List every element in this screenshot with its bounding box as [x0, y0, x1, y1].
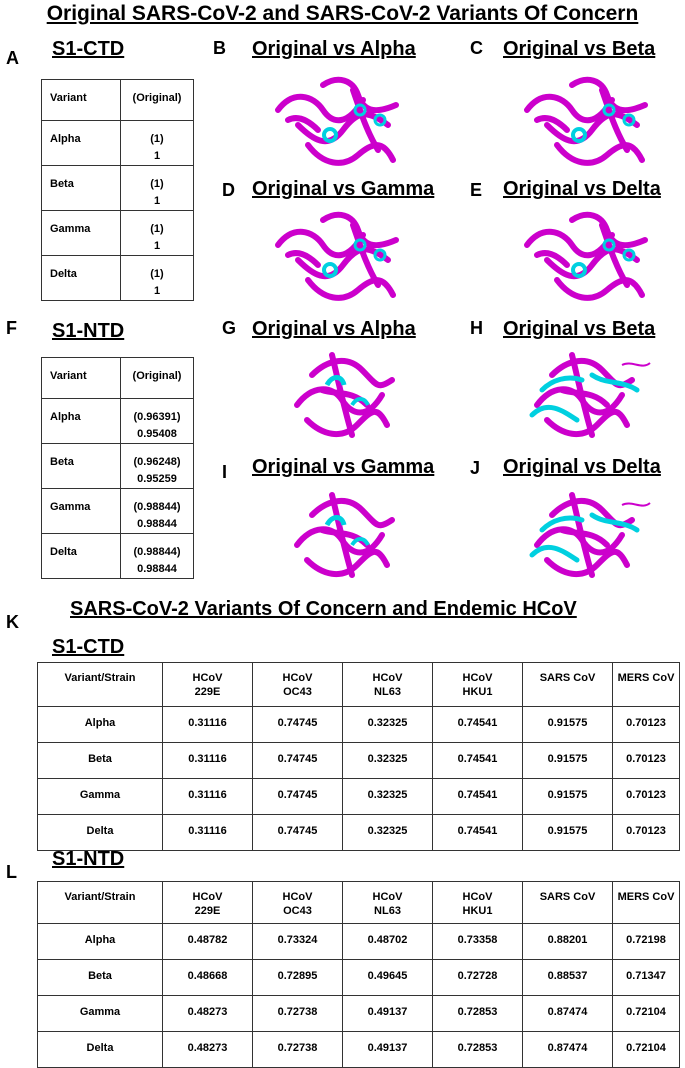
variant-cell: Alpha [42, 399, 121, 444]
loop-strand [622, 503, 650, 506]
ribbon-strand [557, 145, 642, 163]
header-cell: Variant/Strain [38, 882, 163, 924]
panel-label-d: D [222, 180, 235, 200]
value-paren: (0.96391) [133, 411, 181, 423]
header-cell: (Original) [121, 358, 194, 399]
table-cell: 0.48782 [163, 924, 253, 960]
table-cell: 0.72738 [253, 1032, 343, 1068]
row-header: Delta [38, 815, 163, 851]
table-cell: 0.91575 [523, 707, 613, 743]
panel-label-g: G [222, 318, 237, 338]
header-cell: MERS CoV [613, 882, 680, 924]
table-row [42, 444, 194, 489]
ribbon-strand [557, 280, 642, 298]
table-cell: 0.74745 [253, 707, 343, 743]
panel-k-subtitle: S1-CTD [52, 636, 125, 658]
table-cell: 0.70123 [613, 779, 680, 815]
header-cell: HCoV NL63 [343, 882, 433, 924]
value-paren: (0.98844) [133, 546, 181, 558]
value-main: 1 [153, 195, 161, 207]
variant-cell: Delta [42, 534, 121, 579]
ribbon-strand [308, 280, 393, 298]
ribbon-strand-cyan [532, 407, 577, 420]
table-cell: 0.32325 [343, 779, 433, 815]
helix-cyan [324, 129, 336, 141]
value-cell [121, 534, 194, 579]
header-cell: SARS CoV [523, 663, 613, 707]
panel-g-title: Original vs Alpha [252, 318, 416, 340]
table-cell: 0.72198 [613, 924, 680, 960]
value-main: 1 [153, 285, 161, 297]
table-cell: 0.91575 [523, 815, 613, 851]
table-row [42, 166, 194, 211]
value-main: 0.95259 [137, 473, 177, 485]
value-main: 0.98844 [137, 518, 177, 530]
protein-structure-i [282, 485, 402, 585]
table-cell: 0.48668 [163, 960, 253, 996]
value-paren: (1) [150, 133, 164, 145]
table-cell: 0.74541 [433, 779, 523, 815]
table-cell: 0.72853 [433, 1032, 523, 1068]
table-cell: 0.74745 [253, 779, 343, 815]
header-cell: HCoV 229E [163, 882, 253, 924]
header-cell: HCoV HKU1 [433, 882, 523, 924]
helix-cyan [573, 129, 585, 141]
table-cell: 0.32325 [343, 815, 433, 851]
panel-f-subtitle: S1-NTD [52, 320, 125, 342]
panel-h-title: Original vs Beta [503, 318, 656, 340]
header-cell: MERS CoV [613, 663, 680, 707]
panel-l-table [37, 881, 680, 1068]
value-cell [121, 489, 194, 534]
panel-j-title: Original vs Delta [503, 456, 661, 478]
protein-structure-d [268, 205, 408, 305]
table-cell: 0.70123 [613, 743, 680, 779]
table-cell: 0.72895 [253, 960, 343, 996]
table-cell: 0.71347 [613, 960, 680, 996]
table-row [42, 121, 194, 166]
table-cell: 0.70123 [613, 815, 680, 851]
table-row [42, 211, 194, 256]
panel-label-i: I [222, 462, 228, 482]
table-cell: 0.74541 [433, 743, 523, 779]
table-cell: 0.31116 [163, 815, 253, 851]
row-header: Alpha [38, 707, 163, 743]
panel-f-table [41, 357, 194, 579]
helix-cyan [324, 264, 336, 276]
table-row [38, 996, 680, 1032]
table-cell: 0.72738 [253, 996, 343, 1032]
panel-i-title: Original vs Gamma [252, 456, 435, 478]
table-row [38, 924, 680, 960]
row-header: Gamma [38, 996, 163, 1032]
table-row [38, 815, 680, 851]
header-cell: HCoV OC43 [253, 663, 343, 707]
value-main: 1 [153, 150, 161, 162]
row-header: Beta [38, 960, 163, 996]
header-cell: (Original) [121, 80, 194, 121]
row-header: Beta [38, 743, 163, 779]
table-cell: 0.49137 [343, 1032, 433, 1068]
panel-label-f: F [6, 318, 17, 338]
header-cell: HCoV NL63 [343, 663, 433, 707]
ribbon-strand [312, 361, 392, 385]
ribbon-strand [308, 145, 393, 163]
variant-cell: Gamma [42, 211, 121, 256]
panel-l-subtitle: S1-NTD [52, 848, 125, 870]
table-cell: 0.48273 [163, 1032, 253, 1068]
table-header-row [42, 358, 194, 399]
value-paren: (1) [150, 223, 164, 235]
panel-label-c: C [470, 38, 483, 58]
value-paren: (0.98844) [133, 501, 181, 513]
value-cell [121, 444, 194, 489]
panel-label-a: A [6, 48, 19, 68]
table-cell: 0.48273 [163, 996, 253, 1032]
table-header-row [42, 80, 194, 121]
table-cell: 0.72104 [613, 996, 680, 1032]
panel-b-title: Original vs Alpha [252, 38, 416, 60]
table-cell: 0.74745 [253, 815, 343, 851]
table-header-row [38, 882, 680, 924]
table-cell: 0.49137 [343, 996, 433, 1032]
table-row [38, 1032, 680, 1068]
table-cell: 0.48702 [343, 924, 433, 960]
header-cell: Variant [42, 80, 121, 121]
value-paren: (1) [150, 268, 164, 280]
table-row [38, 960, 680, 996]
table-row [42, 256, 194, 301]
protein-structure-j [522, 485, 662, 585]
table-cell: 0.72104 [613, 1032, 680, 1068]
panel-label-e: E [470, 180, 483, 200]
table-cell: 0.32325 [343, 707, 433, 743]
table-cell: 0.72853 [433, 996, 523, 1032]
table-cell: 0.31116 [163, 707, 253, 743]
variant-cell: Delta [42, 256, 121, 301]
table-cell: 0.87474 [523, 996, 613, 1032]
value-cell [121, 399, 194, 444]
panel-a-subtitle: S1-CTD [52, 38, 125, 60]
panel-c-title: Original vs Beta [503, 38, 656, 60]
protein-structure-c [517, 70, 657, 170]
table-row [42, 534, 194, 579]
panel-label-h: H [470, 318, 483, 338]
protein-structure-g [282, 345, 402, 445]
table-cell: 0.49645 [343, 960, 433, 996]
value-cell [121, 166, 194, 211]
value-main: 0.98844 [137, 563, 177, 575]
row-header: Delta [38, 1032, 163, 1068]
table-cell: 0.31116 [163, 779, 253, 815]
protein-structure-h [522, 345, 662, 445]
header-cell: Variant/Strain [38, 663, 163, 707]
header-cell: Variant [42, 358, 121, 399]
ribbon-strand-cyan [532, 547, 577, 560]
loop-strand [622, 363, 650, 366]
header-cell: HCoV HKU1 [433, 663, 523, 707]
helix-cyan [573, 264, 585, 276]
value-paren: (1) [150, 178, 164, 190]
value-main: 1 [153, 240, 161, 252]
value-paren: (0.96248) [133, 456, 181, 468]
table-cell: 0.74745 [253, 743, 343, 779]
panel-e-title: Original vs Delta [503, 178, 661, 200]
table-cell: 0.32325 [343, 743, 433, 779]
panel-a-table [41, 79, 194, 301]
table-row [42, 489, 194, 534]
table-cell: 0.91575 [523, 779, 613, 815]
table-cell: 0.88537 [523, 960, 613, 996]
figure-title: Original SARS-CoV-2 and SARS-CoV-2 Variants Of Concern [46, 2, 639, 25]
table-row [42, 399, 194, 444]
ribbon-strand [312, 501, 392, 525]
table-row [38, 779, 680, 815]
table-cell: 0.31116 [163, 743, 253, 779]
section-k-title: SARS-CoV-2 Variants Of Concern and Endemic HCoV [70, 598, 577, 620]
table-cell: 0.70123 [613, 707, 680, 743]
header-cell: SARS CoV [523, 882, 613, 924]
header-cell: HCoV 229E [163, 663, 253, 707]
panel-label-j: J [470, 458, 481, 478]
panel-label-k: K [6, 612, 19, 632]
table-cell: 0.72728 [433, 960, 523, 996]
header-cell: HCoV OC43 [253, 882, 343, 924]
panel-label-b: B [213, 38, 226, 58]
table-cell: 0.74541 [433, 707, 523, 743]
variant-cell: Beta [42, 166, 121, 211]
table-row [38, 707, 680, 743]
panel-label-l: L [6, 862, 17, 882]
value-cell [121, 256, 194, 301]
table-cell: 0.74541 [433, 815, 523, 851]
variant-cell: Gamma [42, 489, 121, 534]
table-header-row [38, 663, 680, 707]
value-cell [121, 121, 194, 166]
row-header: Gamma [38, 779, 163, 815]
panel-k-table [37, 662, 680, 851]
protein-structure-b [268, 70, 408, 170]
panel-d-title: Original vs Gamma [252, 178, 435, 200]
table-cell: 0.88201 [523, 924, 613, 960]
table-cell: 0.73358 [433, 924, 523, 960]
table-cell: 0.87474 [523, 1032, 613, 1068]
value-cell [121, 211, 194, 256]
row-header: Alpha [38, 924, 163, 960]
variant-cell: Beta [42, 444, 121, 489]
table-cell: 0.73324 [253, 924, 343, 960]
value-main: 0.95408 [137, 428, 177, 440]
table-row [38, 743, 680, 779]
protein-structure-e [517, 205, 657, 305]
variant-cell: Alpha [42, 121, 121, 166]
table-cell: 0.91575 [523, 743, 613, 779]
